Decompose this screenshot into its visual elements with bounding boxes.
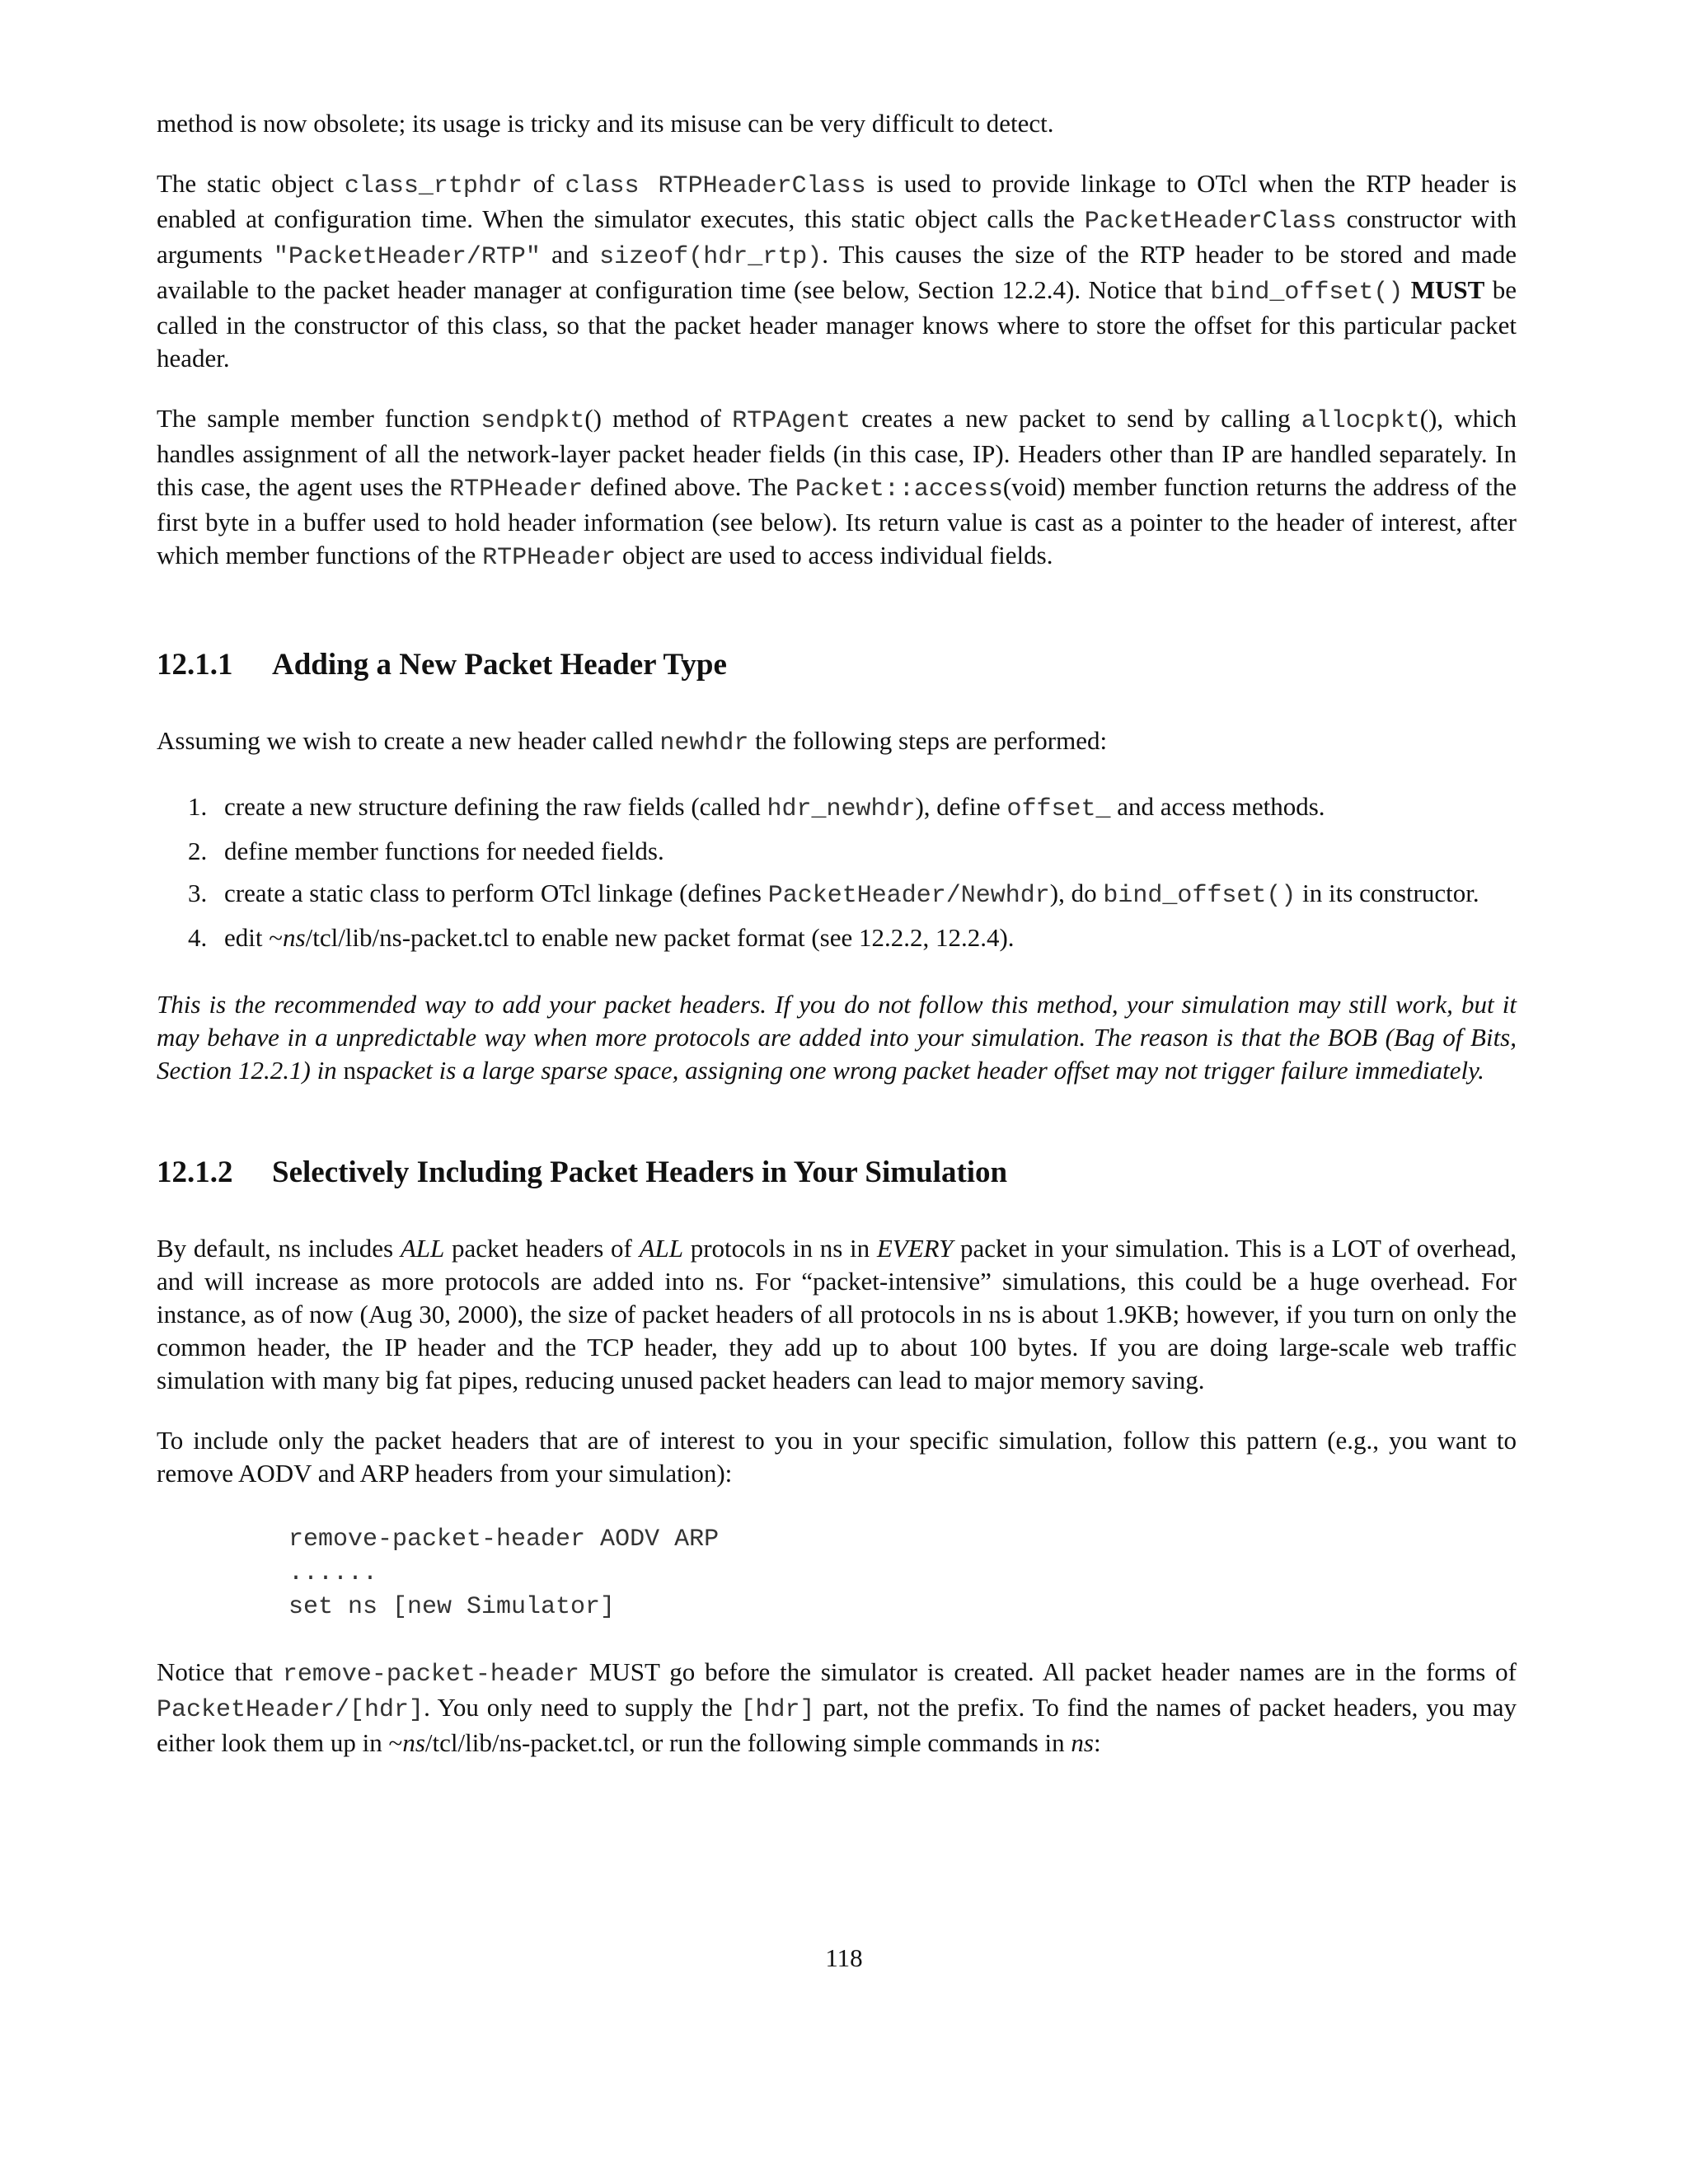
paragraph-include-pattern: To include only the packet headers that are of interest to you in your specific simulation, follow this pattern (e.g., you want to remove AODV and ARP headers from your simulation): <box>157 1426 1517 1488</box>
code-block <box>157 1523 1517 1624</box>
code-rtpheader: RTPHeader <box>449 476 584 504</box>
document-page <box>157 107 1517 1760</box>
code-remove-packet-header: remove-packet-header <box>282 1661 579 1689</box>
section-number: 12.1.2 <box>157 1155 233 1189</box>
code-bind-offset: bind_offset() <box>1210 279 1404 307</box>
list-marker: 2. <box>188 837 208 865</box>
paragraph-obsolete-note: method is now obsolete; its usage is tricky and its misuse can be very difficult to detect. <box>157 109 1054 138</box>
code-rtpheaderclass: class RTPHeaderClass <box>565 172 866 200</box>
emphasis-must: MUST <box>1410 275 1485 304</box>
list-marker: 3. <box>188 879 208 907</box>
emphasis-all-2: ALL <box>639 1234 683 1263</box>
paragraph-remove-packet-header-note: Notice that remove-packet-header MUST go before the simulator is created. All packet header names are in the forms of PacketHeader/[hdr]. You only need to supply the [hdr] part, not the prefix. To find the names of packet headers, you may either look them up in ~ns/tcl/lib/ns-packet.tcl, or run the following simple commands in ns: <box>157 1657 1517 1757</box>
paragraph-newhdr-intro: Assuming we wish to create a new header called newhdr the following steps are performed: <box>157 726 1108 757</box>
page-number: 118 <box>825 1943 863 1972</box>
code-rtpagent: RTPAgent <box>732 407 851 435</box>
code-packetheader-rtp: "PacketHeader/RTP" <box>273 243 541 271</box>
code-packet-access: Packet::access <box>795 476 1003 504</box>
list-item: 1. create a new structure defining the raw fields (called hdr_newhdr), define offset_ and access methods. <box>188 792 1325 823</box>
code-line: remove-packet-header AODV ARP <box>288 1526 720 1554</box>
section-number: 12.1.1 <box>157 648 233 682</box>
paragraph-default-overhead: By default, ns includes ALL packet headers of ALL protocols in ns in EVERY packet in your simulation. This is a LOT of overhead, and will increase as more protocols are added into ns. For “packet-intensive” simulations, this could be a huge overhead. For instance, as of now (Aug 30, 2000), the size of packet headers of all protocols in ns is about 1.9KB; however, if you turn on only the common header, the IP header and the TCP header, they add up to about 100 bytes. If you are doing large-scale web traffic simulation with many big fat pipes, reducing unused packet headers can lead to major memory saving. <box>157 1234 1517 1394</box>
code-allocpkt: allocpkt <box>1301 407 1420 435</box>
code-packetheader-hdr: PacketHeader/[hdr] <box>157 1696 424 1724</box>
list-item: 3. create a static class to perform OTcl linkage (defines PacketHeader/Newhdr), do bind_offset() in its constructor. <box>188 879 1479 910</box>
section-title: Adding a New Packet Header Type <box>272 648 727 682</box>
code-sendpkt: sendpkt <box>481 407 585 435</box>
code-line: ...... <box>288 1559 378 1587</box>
paragraph-static-object: The static object class_rtphdr of class RTPHeaderClass is used to provide linkage to OTcl when the RTP header is enabled at configuration time. When the simulator executes, this static object calls the PacketHeaderClass constructor with arguments "PacketHeader/RTP" and sizeof(hdr_rtp). This causes the size of the RTP header to be stored and made available to the packet header manager at configuration time (see below, Section 12.2.4). Notice that bind_offset() MUST be called in the constructor of this class, so that the packet header manager knows where to store the offset for this particular packet header. <box>157 169 1517 373</box>
emphasis-ns-2: ns <box>1071 1728 1094 1757</box>
list-item: 2. define member functions for needed fields. <box>157 835 1517 868</box>
code-packetheader-newhdr: PacketHeader/Newhdr <box>767 882 1050 910</box>
code-hdr-newhdr: hdr_newhdr <box>767 795 916 823</box>
list-marker: 1. <box>188 792 208 821</box>
emphasis-every: EVERY <box>876 1234 954 1263</box>
code-class-rtphdr: class_rtphdr <box>344 172 523 200</box>
section-heading-adding-header <box>157 647 1517 683</box>
code-rtpheader-2: RTPHeader <box>482 544 617 572</box>
emphasis-ns-roman: ns <box>343 1056 367 1085</box>
code-bind-offset-2: bind_offset() <box>1103 882 1296 910</box>
code-packetheaderclass: PacketHeaderClass <box>1084 208 1337 236</box>
code-newhdr: newhdr <box>659 729 749 757</box>
section-title: Selectively Including Packet Headers in Your Simulation <box>272 1155 1008 1189</box>
paragraph-sendpkt: The sample member function sendpkt() method of RTPAgent creates a new packet to send by calling allocpkt(), which handles assignment of all the network-layer packet header fields (in this case, IP). Headers other than IP are handled separately. In this case, the agent uses the RTPHeader defined above. The Packet::access(void) member function returns the address of the first byte in a buffer used to hold header information (see below). Its return value is cast as a pointer to the header of interest, after which member functions of the RTPHeader object are used to access individual fields. <box>157 404 1517 572</box>
code-line: set ns [new Simulator] <box>288 1593 616 1621</box>
list-item: 4. edit ~ns/tcl/lib/ns-packet.tcl to enable new packet format (see 12.2.2, 12.2.4). <box>157 921 1517 954</box>
code-offset: offset_ <box>1006 795 1111 823</box>
list-marker: 4. <box>188 923 208 952</box>
paragraph-recommendation: This is the recommended way to add your packet headers. If you do not follow this method, your simulation may still work, but it may behave in a unpredictable way when more protocols are added into your simulation. The reason is that the BOB (Bag of Bits, Section 12.2.1) in nspacket is a large sparse space, assigning one wrong packet header offset may not trigger failure immediately. <box>157 990 1517 1085</box>
steps-list <box>157 790 1517 954</box>
section-heading-selectively-including <box>157 1155 1517 1191</box>
emphasis-all: ALL <box>400 1234 445 1263</box>
code-hdr: [hdr] <box>740 1696 815 1724</box>
code-sizeof-hdr-rtp: sizeof(hdr_rtp) <box>599 243 823 271</box>
emphasis-ns: ns <box>283 923 306 952</box>
emphasis-ns: ns <box>402 1728 425 1757</box>
